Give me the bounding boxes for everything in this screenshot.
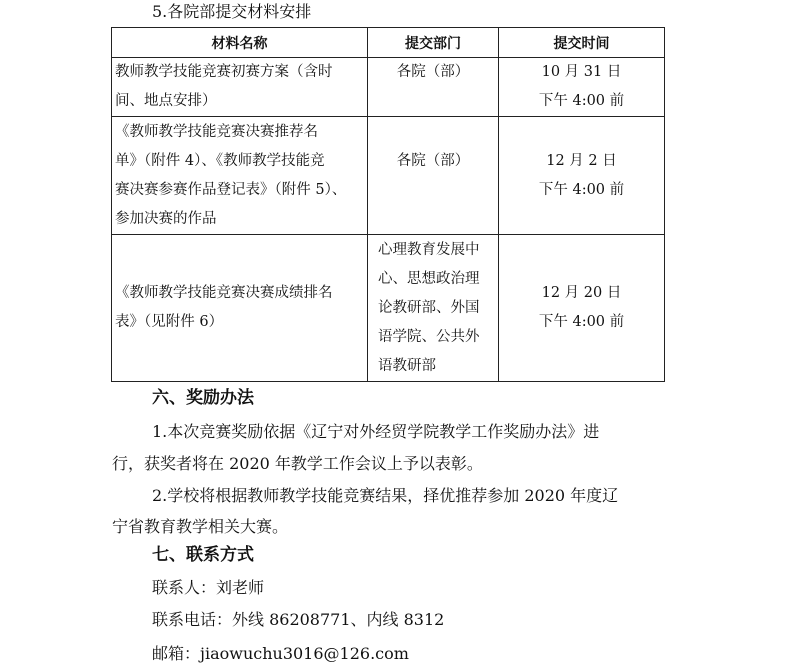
department-cell: 心理教育发展中 心、思想政治理 论教研部、外国 语学院、公共外 语教研部 [368, 235, 499, 382]
table-header-row [112, 28, 665, 58]
reward-item-1-line-1: 1.本次竞赛奖励依据《辽宁对外经贸学院教学工作奖励办法》进 [152, 422, 600, 441]
contact-email: 邮箱：jiaowuchu3016@126.com [152, 644, 409, 663]
table-row [112, 58, 665, 117]
section-heading: 5.各院部提交材料安排 [152, 2, 312, 21]
header-department: 提交部门 [368, 28, 499, 58]
contact-phone: 联系电话：外线 86208771、内线 8312 [152, 610, 445, 629]
header-material-name: 材料名称 [112, 28, 368, 58]
time-cell: 12 月 2 日 下午 4:00 前 [499, 117, 665, 235]
table-row [112, 117, 665, 235]
time-cell: 12 月 20 日 下午 4:00 前 [499, 235, 665, 382]
material-cell: 《教师教学技能竞赛决赛推荐名 单》（附件 4）、《教师教学技能竞 赛决赛参赛作品登记表》（附件 5）、 参加决赛的作品 [112, 117, 368, 235]
materials-table [111, 27, 665, 382]
department-cell: 各院（部） [368, 58, 499, 117]
contact-person: 联系人：刘老师 [152, 578, 265, 597]
contact-heading: 七、联系方式 [152, 545, 254, 565]
table-row [112, 235, 665, 382]
reward-item-1-line-2: 行，获奖者将在 2020 年教学工作会议上予以表彰。 [112, 454, 483, 473]
department-cell: 各院（部） [368, 117, 499, 235]
reward-item-2-line-1: 2.学校将根据教师教学技能竞赛结果，择优推荐参加 2020 年度辽 [152, 486, 619, 505]
material-cell: 《教师教学技能竞赛决赛成绩排名 表》（见附件 6） [112, 235, 368, 382]
reward-item-2-line-2: 宁省教育教学相关大赛。 [112, 517, 289, 536]
reward-heading: 六、奖励办法 [152, 388, 254, 408]
time-cell: 10 月 31 日 下午 4:00 前 [499, 58, 665, 117]
material-cell: 教师教学技能竞赛初赛方案（含时 间、地点安排） [112, 58, 368, 117]
header-submit-time: 提交时间 [499, 28, 665, 58]
